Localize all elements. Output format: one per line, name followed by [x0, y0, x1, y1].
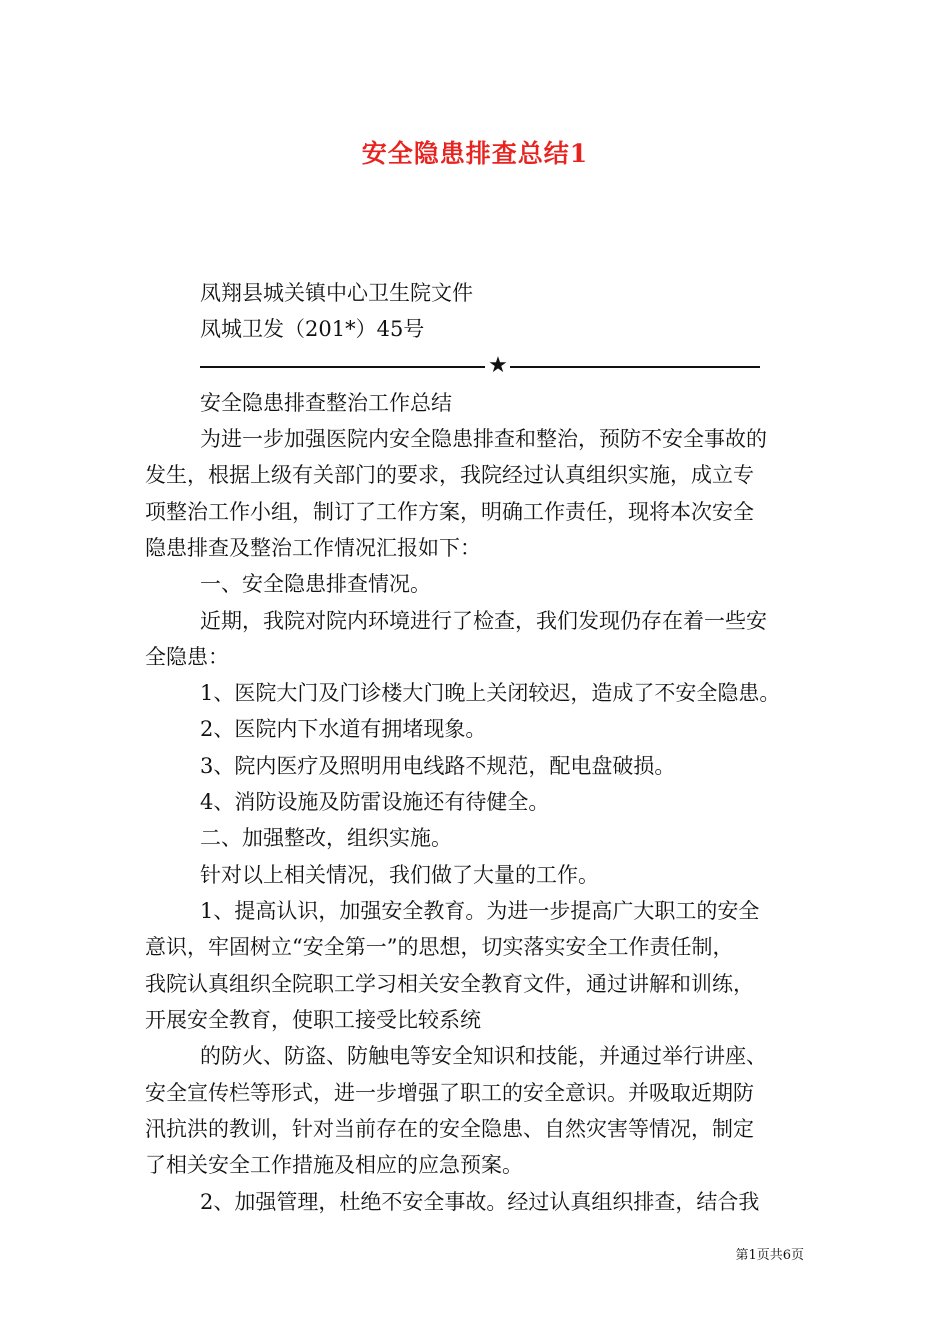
body-line: 我院认真组织全院职工学习相关安全教育文件，通过讲解和训练，	[145, 972, 754, 996]
body-line: 项整治工作小组，制订了工作方案，明确工作责任，现将本次安全	[145, 500, 754, 524]
body-line: 的防火、防盗、防触电等安全知识和技能，并通过举行讲座、	[200, 1044, 767, 1068]
body-line: 2、医院内下水道有拥堵现象。	[200, 717, 487, 741]
body-line: 1、医院大门及门诊楼大门晚上关闭较迟，造成了不安全隐患。	[200, 681, 781, 705]
page-number: 第1页共6页	[735, 1248, 804, 1263]
star-icon: ★	[488, 353, 508, 378]
body-line: 发生，根据上级有关部门的要求，我院经过认真组织实施，成立专	[145, 463, 754, 487]
body-line: 隐患排查及整治工作情况汇报如下：	[145, 536, 481, 560]
body-line: 汛抗洪的教训，针对当前存在的安全隐患、自然灾害等情况，制定	[145, 1117, 754, 1141]
body-line: 4、消防设施及防雷设施还有待健全。	[200, 790, 550, 814]
body-line: 意识，牢固树立“安全第一”的思想，切实落实安全工作责任制，	[145, 935, 734, 959]
body-line: 开展安全教育，使职工接受比较系统	[145, 1008, 481, 1032]
body-line: 针对以上相关情况，我们做了大量的工作。	[200, 863, 599, 887]
body-line: 了相关安全工作措施及相应的应急预案。	[145, 1153, 523, 1177]
body-line: 全隐患：	[145, 645, 229, 669]
document-number: 凤城卫发（201*）45号	[200, 317, 425, 341]
body-line: 一、安全隐患排查情况。	[200, 572, 431, 596]
divider-line-left	[200, 366, 485, 368]
body-line: 3、院内医疗及照明用电线路不规范，配电盘破损。	[200, 754, 676, 778]
divider-line-right	[510, 366, 760, 368]
body-line: 1、提高认识，加强安全教育。为进一步提高广大职工的安全	[200, 899, 760, 923]
body-line: 为进一步加强医院内安全隐患排查和整治，预防不安全事故的	[200, 427, 767, 451]
section-heading: 安全隐患排查整治工作总结	[200, 391, 452, 415]
body-line: 二、加强整改，组织实施。	[200, 826, 452, 850]
body-line: 安全宣传栏等形式，进一步增强了职工的安全意识。并吸取近期防	[145, 1081, 754, 1105]
body-line: 近期，我院对院内环境进行了检查，我们发现仍存在着一些安	[200, 609, 767, 633]
document-title: 安全隐患排查总结1	[361, 139, 589, 168]
issuing-organization: 凤翔县城关镇中心卫生院文件	[200, 281, 473, 305]
header-divider	[200, 351, 760, 381]
body-line: 2、加强管理，杜绝不安全事故。经过认真组织排查，结合我	[200, 1190, 760, 1214]
